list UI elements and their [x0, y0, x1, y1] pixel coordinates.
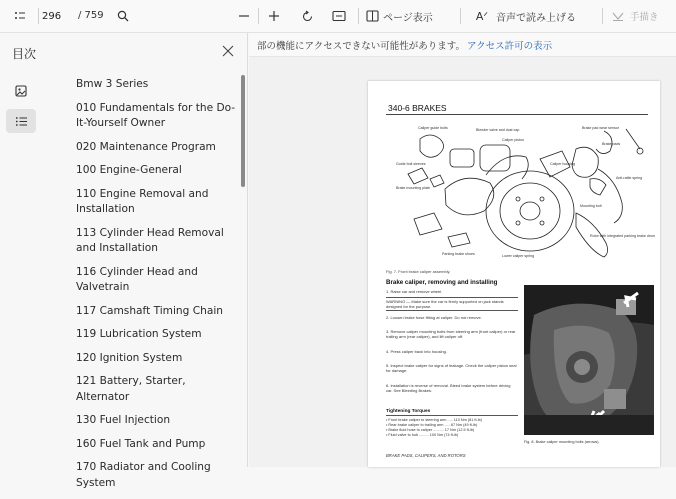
toc-item[interactable]: 121 Battery, Starter, Alternator	[76, 375, 186, 403]
toc-item[interactable]: 020 Maintenance Program	[76, 140, 216, 153]
toc-sidebar	[0, 33, 248, 489]
caliper-photo-art	[524, 285, 654, 435]
toc-item[interactable]: 120 Ignition System	[76, 351, 183, 364]
caliper-photo	[524, 285, 654, 435]
search-button[interactable]	[112, 5, 134, 27]
brake-caliper-diagram	[390, 119, 656, 264]
toc-item[interactable]: 170 Radiator and Cooling System	[76, 461, 211, 489]
zoom-in-button[interactable]	[264, 5, 284, 27]
plus-icon	[268, 10, 280, 22]
toc-item[interactable]: 119 Lubrication System	[76, 328, 202, 340]
toc-item[interactable]: 130 Fuel Injection	[76, 414, 171, 426]
toolbar-separator	[460, 8, 461, 24]
toolbar-separator	[358, 8, 359, 24]
toc-button[interactable]	[6, 109, 36, 133]
svg-text:Brake pads: Brake pads	[602, 142, 621, 146]
toc-item[interactable]: 116 Cylinder Head and Valvetrain	[76, 265, 198, 293]
paragraph: 5. Inspect brake caliper for signs of leakage. Check the caliper piston seal for damage.	[386, 363, 517, 373]
header-rule	[386, 114, 648, 115]
draw-icon	[612, 11, 624, 21]
fit-width-icon	[332, 10, 346, 22]
svg-text:Rotor with integrated parking: Rotor with integrated parking brake drum	[590, 234, 656, 238]
page-view-icon	[366, 10, 379, 22]
toc-item[interactable]: 160 Fuel Tank and Pump	[76, 437, 206, 450]
toc-item[interactable]: Bmw 3 Series	[76, 78, 149, 90]
paragraph: 2. Loosen brake hose fitting at caliper. Do not remove.	[386, 315, 482, 320]
svg-text:Brake mounting plate: Brake mounting plate	[396, 186, 430, 190]
torque-line: • Brake fluid hose to caliper .......... 17 Nm (12.5 ft-lb)	[386, 428, 475, 432]
svg-text:Caliper guide bolts: Caliper guide bolts	[418, 126, 448, 130]
paragraph: 4. Press caliper back into housing.	[386, 349, 447, 354]
minus-icon	[238, 10, 250, 22]
svg-text:Parking brake shoes: Parking brake shoes	[442, 252, 475, 256]
document-page	[368, 81, 660, 467]
close-sidebar-button[interactable]	[220, 43, 236, 59]
torque-title: Tightening Torques	[386, 409, 431, 414]
close-icon	[222, 45, 234, 57]
list-icon	[15, 116, 28, 127]
page-header: 340-6 BRAKES	[388, 103, 447, 113]
text-size-icon: Aᐟ	[475, 9, 489, 23]
show-permissions-link[interactable]: アクセス許可の表示	[466, 40, 553, 52]
torque-line: • Rear brake caliper to trailing arm ..... 67 Nm (49 ft-lb)	[386, 423, 478, 427]
rotate-icon	[301, 10, 314, 23]
toc-item[interactable]: 113 Cylinder Head Removal and Installation	[76, 226, 224, 254]
draw-label: 手描き	[630, 12, 659, 23]
torque-line: • Fluid valve to hub ......... 100 Nm (74 ft-lb)	[386, 433, 459, 437]
paragraph: 1. Raise car and remove wheel.	[386, 289, 443, 294]
svg-text:Mounting bolt: Mounting bolt	[580, 204, 602, 208]
thumbnails-button[interactable]	[6, 79, 36, 103]
page-view-label: ページ表示	[383, 12, 433, 24]
permission-banner	[249, 33, 676, 57]
fit-page-button[interactable]	[328, 5, 350, 27]
paragraph: 3. Remove caliper mounting bolts from steering arm (front caliper) or rear trailing arm (rear caliper), and lift caliper off.	[386, 329, 516, 339]
svg-text:Lower caliper spring: Lower caliper spring	[502, 254, 535, 258]
page-footer: BRAKE PADS, CALIPERS, AND ROTORS	[386, 453, 466, 458]
read-aloud-button[interactable]	[496, 5, 592, 27]
text-options-button[interactable]	[472, 5, 492, 27]
toc-scrollbar[interactable]	[241, 75, 245, 187]
paragraph: 6. Installation is reverse of removal. Bleed brake system before driving car. See Bleeding Brakes.	[386, 383, 511, 393]
toc-item[interactable]: 010 Fundamentals for the Do-It-Yourself Owner	[76, 101, 236, 129]
rotate-button[interactable]	[296, 5, 318, 27]
torque-rule	[386, 415, 518, 416]
toc-item[interactable]: 100 Engine-General	[76, 164, 182, 176]
svg-text:Bleeder valve and dust cap: Bleeder valve and dust cap	[476, 128, 520, 132]
draw-button[interactable]	[612, 5, 672, 27]
torque-line: • Front brake caliper to steering arm ..... 110 Nm (81 ft-lb)	[386, 418, 483, 422]
toc-item[interactable]: 117 Camshaft Timing Chain	[76, 304, 224, 317]
toc-list	[76, 77, 242, 499]
photo-caption: Fig. 8. Brake caliper mounting bolts (arrows).	[524, 440, 600, 444]
toc-item[interactable]: 110 Engine Removal and Installation	[76, 187, 209, 215]
search-icon	[117, 10, 129, 22]
warning-box: WARNING — Make sure the car is firmly supported on jack stands designed for the purpose.	[386, 297, 518, 311]
list-icon	[13, 10, 27, 22]
zoom-out-button[interactable]	[234, 5, 254, 27]
section-title: Brake caliper, removing and installing	[386, 279, 498, 286]
toc-toggle-button[interactable]	[6, 5, 34, 27]
figure-caption: Fig. 7. Front brake caliper assembly.	[386, 269, 451, 274]
toolbar-separator	[602, 8, 603, 24]
page-number-input[interactable]	[42, 6, 72, 26]
thumbnail-icon	[15, 85, 27, 97]
sidebar-title: 目次	[12, 47, 37, 61]
toolbar-separator	[258, 8, 259, 24]
toolbar-separator	[38, 8, 39, 24]
svg-text:Brake pad wear sensor: Brake pad wear sensor	[582, 126, 619, 130]
svg-text:Caliper housing: Caliper housing	[550, 162, 575, 166]
toolbar	[0, 0, 676, 33]
read-aloud-label: 音声で読み上げる	[496, 12, 576, 24]
svg-text:Guide bolt sleeves: Guide bolt sleeves	[396, 162, 426, 166]
svg-text:Anti-rattle spring: Anti-rattle spring	[616, 176, 643, 180]
document-viewport	[249, 33, 676, 467]
page-view-button[interactable]	[366, 5, 450, 27]
page-total: / 759	[78, 10, 104, 21]
banner-message: 部の機能にアクセスできない可能性があります。	[257, 40, 465, 52]
svg-text:Caliper piston: Caliper piston	[502, 138, 524, 142]
